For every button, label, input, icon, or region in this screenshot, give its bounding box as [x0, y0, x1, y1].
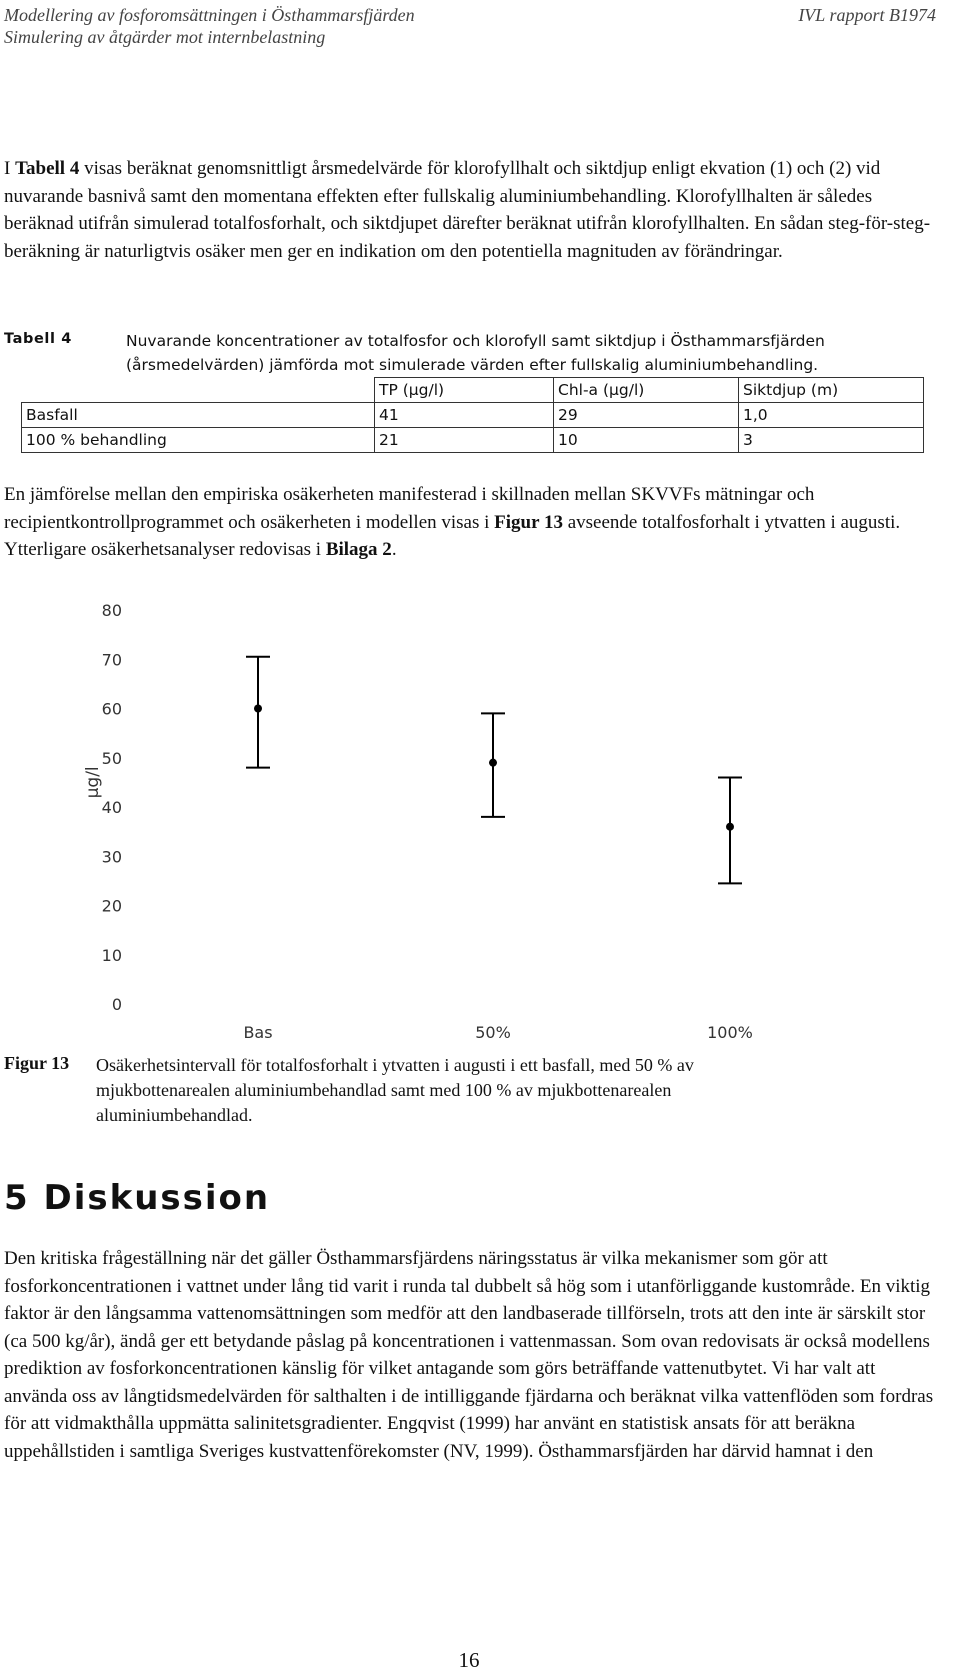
table-header-row: [22, 378, 924, 403]
intro-paragraph: [4, 155, 934, 265]
y-tick-label: 40: [101, 798, 122, 817]
data-point: [254, 705, 262, 713]
table-label: Tabell 4: [4, 331, 72, 347]
table-cell: 29: [554, 403, 739, 428]
table-header-cell: [22, 378, 375, 403]
y-tick-label: 60: [101, 699, 122, 719]
table-cell: Basfall: [22, 403, 375, 428]
table-caption: Nuvarande koncentrationer av totalfosfor och klorofyll samt siktdjup i Östhammarsfjärden (årsmedelvärden) jämförda mot simulerade värden efter fullskalig aluminiumbehandling.: [126, 332, 825, 374]
y-tick-label: 70: [101, 650, 122, 670]
table-cell: 21: [375, 428, 554, 453]
running-header-left: [4, 4, 415, 48]
y-tick-label: 10: [101, 945, 122, 965]
figure-label: Figur 13: [4, 1053, 70, 1073]
page-number: 16: [458, 1648, 480, 1672]
running-header-right: IVL rapport B1974: [798, 5, 936, 25]
section-body: Den kritiska frågeställning när det gäller Östhammarsfjärdens näringsstatus är vilka mekanismer som gör att fosforkoncentrationen i vattnet under lång tid varit i runda tal dubbelt så hög som i utanförliggande kustområde. En viktig faktor är den långsamma vattenomsättningen som medför att den landbaserade tillförseln, trots att den inte är särskilt stor (ca 500 kg/år), ändå ger ett betydande påslag på koncentrationen i vattenmassan. Som ovan redovisats är också modellens prediktion av fosforkoncentrationen känslig för vilket antagande som görs beträffande vattenutbytet. Vi har valt att använda oss av långtidsmedelvärden för salthalten i de intilliggande fjärdarna och beräknat vilka vattenflöden som fordras för att vidmakthålla uppmätta salinitetsgradienter. Engqvist (1999) har använt en statistisk ansats för att beräkna uppehållstiden i samtliga Sveriges kustvattenförekomster (NV, 1999). Östhammarsfjärden har därvid hamnat i den: [4, 1248, 934, 1462]
comparison-text: .: [391, 539, 397, 560]
table-header-cell: TP (µg/l): [375, 378, 554, 403]
table-cell: 10: [554, 428, 739, 453]
y-tick-label: 20: [101, 896, 122, 916]
appendix-reference: Bilaga 2: [325, 539, 392, 560]
header-title: Modellering av fosforomsättningen i Östhammarsfjärden: [4, 5, 415, 25]
data-point: [726, 823, 734, 831]
x-tick-label: 100%: [707, 1023, 753, 1042]
uncertainty-chart: [83, 596, 810, 1046]
y-tick-label: 30: [101, 847, 122, 867]
data-point: [489, 759, 497, 767]
table-row: [22, 403, 924, 428]
table-cell: 100 % behandling: [22, 428, 375, 453]
results-table: [21, 377, 924, 453]
figure-caption: Osäkerhetsintervall för totalfosforhalt i ytvatten i augusti i ett basfall, med 50 % av mjukbottenarealen aluminiumbehandlad samt med 100 % av mjukbottenarealen aluminiumbehandlad.: [96, 1055, 694, 1125]
intro-text-post: visas beräknat genomsnittligt årsmedelvärde för klorofyllhalt och siktdjup enligt ekvation (1) och (2) vid nuvarande basnivå samt den momentana effekten efter fullskalig aluminiumbehandling. Klorofyllhalten är således beräknad utifrån simulerad totalfosforhalt, och siktdjupet därefter beräknat utifrån klorofyllhalten. En sådan steg-för-steg-beräkning är naturligtvis osäker men ger en indikation om den potentiella magnituden av förändringar.: [4, 158, 931, 262]
table-header-cell: Chl-a (µg/l): [554, 378, 739, 403]
table-cell: 3: [739, 428, 924, 453]
y-tick-label: 50: [101, 748, 122, 768]
table-cell: 41: [375, 403, 554, 428]
intro-text-pre: I: [4, 158, 16, 179]
header-subtitle: Simulering av åtgärder mot internbelastning: [4, 27, 326, 47]
comparison-text: En jämförelse mellan den empiriska osäkerheten manifesterad i skillnaden mellan SKVVFs mätningar och recipientkontrollprogrammet och osäkerheten i modellen visas i: [4, 484, 815, 533]
table-cell: 1,0: [739, 403, 924, 428]
table-reference: Tabell 4: [15, 158, 80, 179]
x-tick-label: Bas: [243, 1023, 273, 1042]
x-tick-label: 50%: [475, 1023, 511, 1042]
y-tick-label: 0: [111, 995, 122, 1014]
table-row: [22, 428, 924, 453]
y-axis-label: µg/l: [83, 766, 103, 799]
comparison-text: avseende totalfosforhalt i ytvatten i augusti. Ytterligare osäkerhetsanalyser redovisas i: [4, 511, 901, 560]
comparison-paragraph: [4, 481, 934, 564]
figure-reference: Figur 13: [494, 511, 563, 533]
y-tick-label: 80: [101, 601, 122, 620]
section-heading: 5 Diskussion: [4, 1178, 271, 1218]
table-header-cell: Siktdjup (m): [739, 378, 924, 403]
